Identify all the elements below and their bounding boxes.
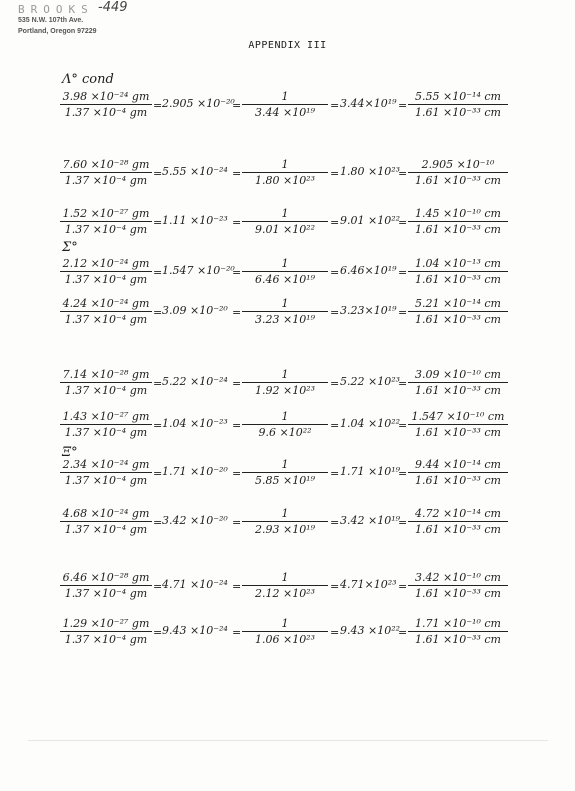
ratio-value: 1.11 ×10⁻²³ [162,214,228,227]
mass-ratio [60,617,152,646]
equals-sign: = [330,467,340,480]
equals-sign: = [153,99,163,112]
section-label: Ξ° [62,445,78,460]
address-stamp [18,0,128,37]
calc-row [60,571,560,611]
ratio-value: 3.09 ×10⁻²⁰ [162,304,228,317]
mass-ratio [60,257,152,286]
reciprocal-numerator: 1 [242,507,328,522]
mass-ratio-denominator: 1.37 ×10⁻⁴ gm [64,174,148,187]
equals-sign: = [153,167,163,180]
length-ratio [408,257,508,286]
length-ratio [408,410,508,439]
calc-row [60,458,560,498]
mass-ratio-numerator: 3.98 ×10⁻²⁴ gm [60,90,152,105]
equals-sign: = [232,580,242,593]
mass-ratio-numerator: 4.24 ×10⁻²⁴ gm [60,297,152,312]
stamp-brand: BROOKS [18,3,94,16]
length-ratio [408,297,508,326]
calc-row [60,617,560,657]
reciprocal [242,158,328,187]
length-ratio-numerator: 1.45 ×10⁻¹⁰ cm [408,207,508,222]
reciprocal-denominator: 1.06 ×10²³ [254,633,316,646]
reciprocal-value: 1.71 ×10¹⁹ [340,465,401,478]
reciprocal-value: 3.42 ×10¹⁹ [340,514,401,527]
length-ratio-denominator: 1.61 ×10⁻³³ cm [415,273,501,286]
reciprocal [242,458,328,487]
reciprocal [242,410,328,439]
ratio-value: 9.43 ×10⁻²⁴ [162,624,228,637]
equals-sign: = [398,216,408,229]
ratio-value: 1.71 ×10⁻²⁰ [162,465,228,478]
reciprocal-value: 5.22 ×10²³ [340,375,401,388]
reciprocal [242,571,328,600]
reciprocal-denominator: 5.85 ×10¹⁹ [254,474,316,487]
length-ratio [408,571,508,600]
reciprocal-denominator: 3.44 ×10¹⁹ [254,106,316,119]
length-ratio-numerator: 5.55 ×10⁻¹⁴ cm [408,90,508,105]
equals-sign: = [398,99,408,112]
reciprocal-numerator: 1 [242,257,328,272]
length-ratio [408,158,508,187]
reciprocal [242,297,328,326]
mass-ratio-numerator: 1.29 ×10⁻²⁷ gm [60,617,152,632]
calc-row [60,507,560,547]
mass-ratio [60,458,152,487]
length-ratio-denominator: 1.61 ×10⁻³³ cm [415,633,501,646]
mass-ratio-denominator: 1.37 ×10⁻⁴ gm [64,313,148,326]
ratio-value: 1.04 ×10⁻²³ [162,417,228,430]
equals-sign: = [330,306,340,319]
reciprocal-value: 9.43 ×10²² [340,624,401,637]
equals-sign: = [232,419,242,432]
equals-sign: = [330,266,340,279]
equals-sign: = [232,167,242,180]
mass-ratio-denominator: 1.37 ×10⁻⁴ gm [64,426,148,439]
equals-sign: = [232,306,242,319]
mass-ratio [60,158,152,187]
mass-ratio [60,571,152,600]
length-ratio-denominator: 1.61 ×10⁻³³ cm [415,174,501,187]
equals-sign: = [398,266,408,279]
equals-sign: = [153,419,163,432]
mass-ratio-numerator: 4.68 ×10⁻²⁴ gm [60,507,152,522]
reciprocal-denominator: 9.01 ×10²² [254,223,316,236]
equals-sign: = [153,516,163,529]
length-ratio [408,368,508,397]
reciprocal-denominator: 2.12 ×10²³ [254,587,316,600]
mass-ratio-denominator: 1.37 ×10⁻⁴ gm [64,633,148,646]
mass-ratio [60,207,152,236]
stamp-code: -449 [98,0,128,15]
reciprocal-value: 4.71×10²³ [340,578,397,591]
reciprocal [242,207,328,236]
ratio-value: 4.71 ×10⁻²⁴ [162,578,228,591]
equals-sign: = [398,516,408,529]
reciprocal-value: 1.80 ×10²³ [340,165,401,178]
calc-row [60,368,560,408]
length-ratio [408,90,508,119]
reciprocal [242,90,328,119]
equals-sign: = [330,377,340,390]
mass-ratio-numerator: 6.46 ×10⁻²⁸ gm [60,571,152,586]
length-ratio-numerator: 1.04 ×10⁻¹³ cm [408,257,508,272]
length-ratio-numerator: 9.44 ×10⁻¹⁴ cm [408,458,508,473]
mass-ratio [60,297,152,326]
length-ratio-denominator: 1.61 ×10⁻³³ cm [415,474,501,487]
reciprocal-numerator: 1 [242,617,328,632]
length-ratio-denominator: 1.61 ×10⁻³³ cm [415,384,501,397]
equals-sign: = [398,167,408,180]
reciprocal-value: 6.46×10¹⁹ [340,264,397,277]
ratio-value: 5.55 ×10⁻²⁴ [162,165,228,178]
calc-row [60,207,560,247]
section-label: Λ° cond [62,72,114,87]
mass-ratio-numerator: 7.60 ×10⁻²⁸ gm [60,158,152,173]
mass-ratio-denominator: 1.37 ×10⁻⁴ gm [64,106,148,119]
length-ratio [408,617,508,646]
stamp-city: Portland, Oregon 97229 [18,28,97,35]
equals-sign: = [232,626,242,639]
length-ratio-denominator: 1.61 ×10⁻³³ cm [415,313,501,326]
reciprocal-denominator: 2.93 ×10¹⁹ [254,523,316,536]
reciprocal-denominator: 9.6 ×10²² [258,426,312,439]
length-ratio-denominator: 1.61 ×10⁻³³ cm [415,587,501,600]
calc-row [60,90,560,130]
mass-ratio [60,507,152,536]
mass-ratio-numerator: 7.14 ×10⁻²⁸ gm [60,368,152,383]
length-ratio [408,507,508,536]
equals-sign: = [153,467,163,480]
equals-sign: = [232,99,242,112]
page-edge-line [28,740,548,741]
equals-sign: = [398,580,408,593]
reciprocal-numerator: 1 [242,368,328,383]
equals-sign: = [153,377,163,390]
reciprocal-denominator: 3.23 ×10¹⁹ [254,313,316,326]
equals-sign: = [232,266,242,279]
reciprocal-numerator: 1 [242,158,328,173]
reciprocal-denominator: 1.80 ×10²³ [254,174,316,187]
mass-ratio [60,368,152,397]
equals-sign: = [232,216,242,229]
equals-sign: = [398,306,408,319]
length-ratio-numerator: 5.21 ×10⁻¹⁴ cm [408,297,508,312]
mass-ratio-numerator: 1.52 ×10⁻²⁷ gm [60,207,152,222]
mass-ratio-numerator: 2.12 ×10⁻²⁴ gm [60,257,152,272]
page-title: APPENDIX III [248,40,327,51]
reciprocal [242,257,328,286]
length-ratio-numerator: 3.42 ×10⁻¹⁰ cm [408,571,508,586]
stamp-address: 535 N.W. 107th Ave. [18,17,84,24]
length-ratio-numerator: 3.09 ×10⁻¹⁰ cm [408,368,508,383]
reciprocal-numerator: 1 [242,458,328,473]
length-ratio-numerator: 4.72 ×10⁻¹⁴ cm [408,507,508,522]
section-label: Σ° [62,240,78,255]
length-ratio-numerator: 1.71 ×10⁻¹⁰ cm [408,617,508,632]
equals-sign: = [330,216,340,229]
equals-sign: = [398,467,408,480]
equals-sign: = [330,167,340,180]
reciprocal-value: 3.44×10¹⁹ [340,97,397,110]
equals-sign: = [330,99,340,112]
mass-ratio-numerator: 2.34 ×10⁻²⁴ gm [60,458,152,473]
ratio-value: 5.22 ×10⁻²⁴ [162,375,228,388]
length-ratio [408,458,508,487]
length-ratio [408,207,508,236]
equals-sign: = [153,306,163,319]
equals-sign: = [153,216,163,229]
equals-sign: = [330,580,340,593]
mass-ratio-denominator: 1.37 ×10⁻⁴ gm [64,273,148,286]
calc-row [60,297,560,337]
length-ratio-numerator: 2.905 ×10⁻¹⁰ [408,158,508,173]
reciprocal-value: 3.23×10¹⁹ [340,304,397,317]
equals-sign: = [232,377,242,390]
reciprocal [242,617,328,646]
equals-sign: = [398,626,408,639]
mass-ratio-denominator: 1.37 ×10⁻⁴ gm [64,523,148,536]
mass-ratio-denominator: 1.37 ×10⁻⁴ gm [64,384,148,397]
ratio-value: 3.42 ×10⁻²⁰ [162,514,228,527]
equals-sign: = [232,467,242,480]
reciprocal-numerator: 1 [242,571,328,586]
reciprocal-value: 9.01 ×10²² [340,214,401,227]
reciprocal-numerator: 1 [242,297,328,312]
equals-sign: = [153,266,163,279]
calc-row [60,158,560,198]
equals-sign: = [330,626,340,639]
equals-sign: = [398,377,408,390]
mass-ratio-denominator: 1.37 ×10⁻⁴ gm [64,587,148,600]
reciprocal [242,507,328,536]
reciprocal-numerator: 1 [242,90,328,105]
equals-sign: = [398,419,408,432]
reciprocal-value: 1.04 ×10²² [340,417,401,430]
reciprocal-numerator: 1 [242,207,328,222]
mass-ratio-numerator: 1.43 ×10⁻²⁷ gm [60,410,152,425]
length-ratio-denominator: 1.61 ×10⁻³³ cm [415,523,501,536]
reciprocal-numerator: 1 [242,410,328,425]
mass-ratio [60,410,152,439]
mass-ratio-denominator: 1.37 ×10⁻⁴ gm [64,223,148,236]
equals-sign: = [153,580,163,593]
calc-row [60,410,560,450]
length-ratio-denominator: 1.61 ×10⁻³³ cm [415,106,501,119]
equals-sign: = [330,516,340,529]
length-ratio-numerator: 1.547 ×10⁻¹⁰ cm [408,410,508,425]
calc-row [60,257,560,297]
mass-ratio [60,90,152,119]
length-ratio-denominator: 1.61 ×10⁻³³ cm [415,223,501,236]
reciprocal-denominator: 6.46 ×10¹⁹ [254,273,316,286]
equals-sign: = [330,419,340,432]
ratio-value: 2.905 ×10⁻²⁰ [162,97,235,110]
reciprocal [242,368,328,397]
mass-ratio-denominator: 1.37 ×10⁻⁴ gm [64,474,148,487]
equals-sign: = [232,516,242,529]
reciprocal-denominator: 1.92 ×10²³ [254,384,316,397]
ratio-value: 1.547 ×10⁻²⁰ [162,264,235,277]
length-ratio-denominator: 1.61 ×10⁻³³ cm [415,426,501,439]
equals-sign: = [153,626,163,639]
